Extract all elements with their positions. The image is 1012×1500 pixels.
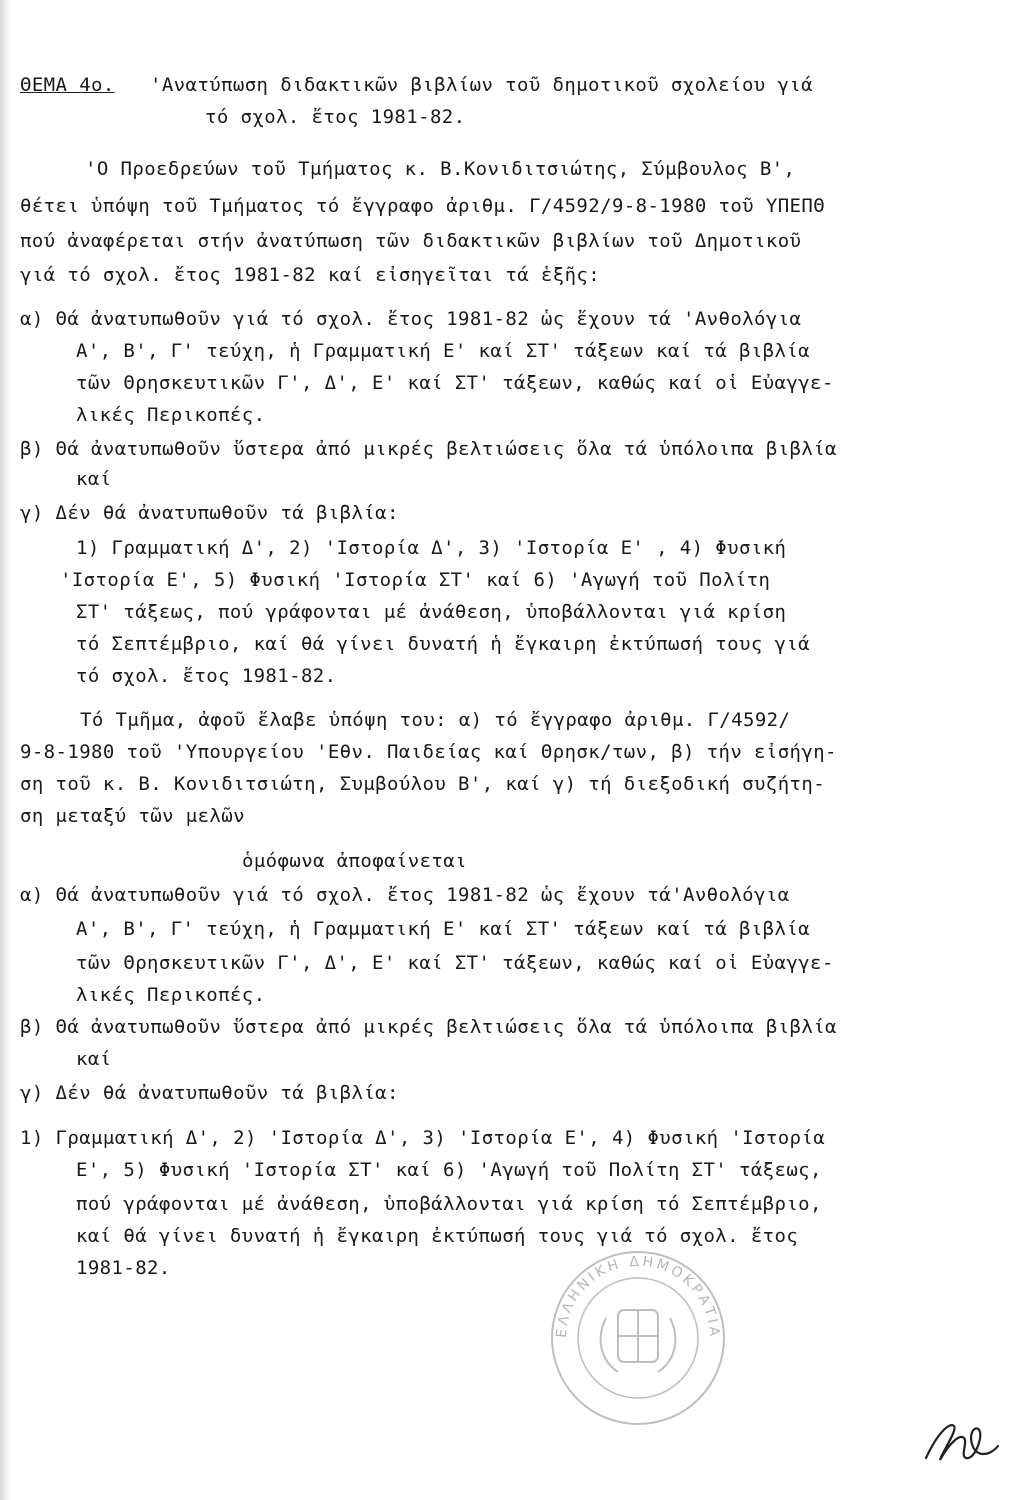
decision-heading: ὁμόφωνα ἀποφαίνεται: [242, 850, 467, 872]
topic-label: ΘΕΜΑ 4ο.: [20, 74, 115, 96]
proposal-c-line-6: τό σχολ. ἔτος 1981-82.: [76, 665, 337, 687]
deliberation-line-1: Τό Τμῆμα, ἀφοῦ ἔλαβε ὑπόψη του: α) τό ἔγγραφο ἀριθμ. Γ/4592/: [80, 709, 791, 731]
decision-c-line-1: γ) Δέν θά ἀνατυπωθοῦν τά βιβλία:: [20, 1082, 399, 1104]
intro-line-2: θέτει ὑπόψη τοῦ Τμήματος τό ἔγγραφο ἀριθμ. Γ/4592/9-8-1980 τοῦ ΥΠΕΠΘ: [20, 195, 826, 217]
proposal-c-line-2: 1) Γραμματική Δ', 2) 'Ιστορία Δ', 3) 'Ιστορία Ε' , 4) Φυσική: [76, 537, 787, 559]
proposal-a-line-2: Α', Β', Γ' τεύχη, ἡ Γραμματική Ε' καί ΣΤ' τάξεων καί τά βιβλία: [76, 340, 811, 362]
topic-title-line-1: 'Ανατύπωση διδακτικῶν βιβλίων τοῦ δημοτικοῦ σχολείου γιά: [150, 74, 813, 96]
topic-title-line-2: τό σχολ. ἔτος 1981-82.: [205, 106, 466, 128]
official-stamp: [548, 1248, 728, 1428]
deliberation-line-3: ση τοῦ κ. Β. Κονιδιτσιώτη, Συμβούλου Β', καί γ) τή διεξοδική συζήτη-: [20, 773, 826, 795]
decision-b-line-2: καί: [76, 1048, 112, 1070]
decision-a-line-1: α) Θά ἀνατυπωθοῦν γιά τό σχολ. ἔτος 1981-82 ὡς ἔχουν τά'Ανθολόγια: [20, 884, 790, 906]
proposal-a-line-1: α) Θά ἀνατυπωθοῦν γιά τό σχολ. ἔτος 1981-82 ὡς ἔχουν τά 'Ανθολόγια: [20, 308, 802, 330]
deliberation-line-2: 9-8-1980 τοῦ 'Υπουργείου 'Εθν. Παιδείας καί Θρησκ/των, β) τήν εἰσήγη-: [20, 741, 837, 763]
proposal-c-line-3: 'Ιστορία Ε', 5) Φυσική 'Ιστορία ΣΤ' καί 6) 'Αγωγή τοῦ Πολίτη: [60, 569, 771, 591]
deliberation-line-4: ση μεταξύ τῶν μελῶν: [20, 805, 245, 827]
binding-edge: [0, 0, 12, 1500]
intro-line-4: γιά τό σχολ. ἔτος 1981-82 καί εἰσηγεῖται τά ἑξῆς:: [20, 264, 601, 286]
proposal-b-line-1: β) Θά ἀνατυπωθοῦν ὕστερα ἀπό μικρές βελτιώσεις ὅλα τά ὑπόλοιπα βιβλία: [20, 438, 837, 460]
stamp-text: ΕΛΛΗΝΙΚΗ ΔΗΜΟΚΡΑΤΙΑ: [553, 1253, 723, 1340]
decision-c-line-5: καί θά γίνει δυνατή ἡ ἔγκαιρη ἐκτύπωσή τους γιά τό σχολ. ἔτος: [76, 1225, 799, 1247]
proposal-c-line-4: ΣΤ' τάξεως, πού γράφονται μέ ἀνάθεση, ὑποβάλλονται γιά κρίση: [76, 601, 787, 623]
decision-c-line-3: Ε', 5) Φυσική 'Ιστορία ΣΤ' καί 6) 'Αγωγή τοῦ Πολίτη ΣΤ' τάξεως,: [76, 1159, 822, 1181]
decision-a-line-3: τῶν Θρησκευτικῶν Γ', Δ', Ε' καί ΣΤ' τάξεων, καθώς καί οἱ Εὐαγγε-: [76, 952, 834, 974]
decision-a-line-4: λικές Περικοπές.: [76, 984, 266, 1006]
proposal-b-line-2: καί: [76, 468, 112, 490]
intro-line-3: πού ἀναφέρεται στήν ἀνατύπωση τῶν διδακτικῶν βιβλίων τοῦ Δημοτικοῦ: [20, 230, 802, 252]
coat-of-arms-icon: [601, 1310, 676, 1372]
proposal-a-line-4: λικές Περικοπές.: [76, 404, 266, 426]
decision-a-line-2: Α', Β', Γ' τεύχη, ἡ Γραμματική Ε' καί ΣΤ' τάξεων καί τά βιβλία: [76, 918, 811, 940]
proposal-c-line-1: γ) Δέν θά ἀνατυπωθοῦν τά βιβλία:: [20, 502, 399, 524]
signature-icon: [920, 1412, 1004, 1468]
decision-c-line-4: πού γράφονται μέ ἀνάθεση, ὑποβάλλονται γιά κρίση τό Σεπτέμβριο,: [76, 1193, 822, 1215]
proposal-a-line-3: τῶν Θρησκευτικῶν Γ', Δ', Ε' καί ΣΤ' τάξεων, καθώς καί οἱ Εὐαγγε-: [76, 372, 834, 394]
intro-line-1: 'Ο Προεδρεύων τοῦ Τμήματος κ. Β.Κονιδιτσιώτης, Σύμβουλος Β',: [85, 158, 796, 180]
decision-c-line-2: 1) Γραμματική Δ', 2) 'Ιστορία Δ', 3) 'Ιστορία Ε', 4) Φυσική 'Ιστορία: [20, 1127, 826, 1149]
decision-b-line-1: β) Θά ἀνατυπωθοῦν ὕστερα ἀπό μικρές βελτιώσεις ὅλα τά ὑπόλοιπα βιβλία: [20, 1016, 837, 1038]
decision-c-line-6: 1981-82.: [76, 1257, 171, 1279]
proposal-c-line-5: τό Σεπτέμβριο, καί θά γίνει δυνατή ἡ ἔγκαιρη ἐκτύπωσή τους γιά: [76, 633, 811, 655]
